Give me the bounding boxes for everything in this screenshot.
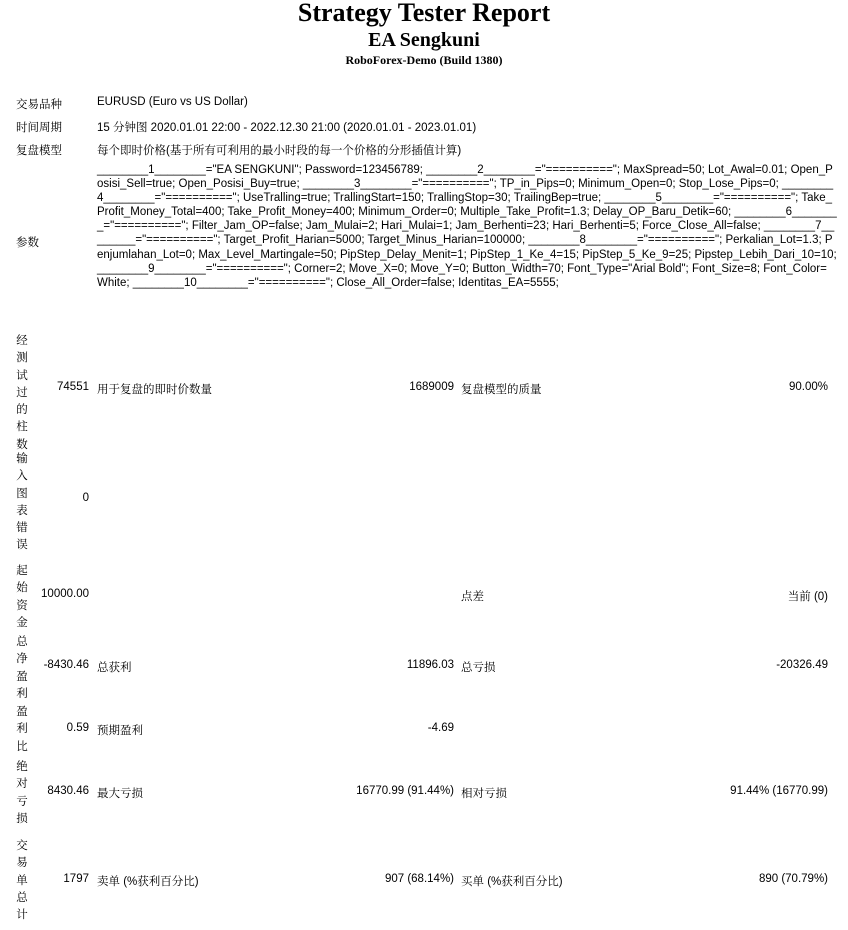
ticks-label: 用于复盘的即时价数量 bbox=[97, 384, 212, 396]
bars-value: 74551 bbox=[57, 381, 89, 393]
absolute-drawdown-label: 绝对亏损 bbox=[16, 761, 28, 825]
gross-loss-value: -20326.49 bbox=[776, 659, 828, 671]
quality-value: 90.00% bbox=[788, 381, 828, 393]
ea-name: EA Sengkuni bbox=[368, 29, 480, 51]
params-value: ________1________="EA SENGKUNI"; Password=123456789; ________2________="=========="; MaxSpread=50; Lot_Awal=0.01; Open_Posisi_Sell=true; Open_Posisi_Buy=true; ________3________="=========="; TP_in_Pips=0; Minimum_Open=0; Stop_Lose_Pips=0; ________4________="=========="; UseTralling=true; TrallingStart=150; TrallingStop=30; TrailingBep=true; ________5________="=========="; Take_Profit_Money_Total=400; Take_Profit_Money=400; Minimum_Order=0; Multiple_Take_Profit=1.3; Delay_OP_Baru_Detik=60; ________6________="=========="; Filter_Jam_OP=false; Jam_Mulai=2; Hari_Mulai=1; Jam_Berhenti=23; Hari_Berhenti=5; Force_Close_All=false; ________7________="=========="; Target_Profit_Harian=5000; Target_Minus_Harian=100000; ________8________="=========="; Perkalian_Lot=1.3; Penjumlahan_Lot=0; Max_Level_Martingale=50; PipStep_Delay_Menit=1; PipStep_1_Ke_4=15; PipStep_5_Ke_9=25; Pipstep_Lebih_Dari_10=10; ________9________="=========="; Corner=2; Move_X=0; Move_Y=0; Button_Width=70; Font_Type="Arial Bold"; Font_Size=8; Font_Color=White; ________10________="=========="; Close_All_Order=false; Identitas_EA=5555; bbox=[97, 164, 837, 289]
report-title: Strategy Tester Report bbox=[297, 0, 551, 27]
deposit-label: 起始资金 bbox=[16, 565, 28, 629]
gross-loss-label: 总亏损 bbox=[461, 662, 496, 674]
model-value: 每个即时价格(基于所有可利用的最小时段的每一个价格的分形插值计算) bbox=[97, 145, 462, 157]
errors-label: 输入图表错误 bbox=[16, 453, 28, 552]
max-drawdown-label: 最大亏损 bbox=[97, 788, 143, 800]
deposit-value: 10000.00 bbox=[41, 588, 89, 600]
spread-value: 当前 (0) bbox=[787, 591, 828, 603]
bars-label: 经测试过的柱数 bbox=[16, 335, 28, 451]
total-trades-value: 1797 bbox=[63, 873, 89, 885]
long-positions-value: 890 (70.79%) bbox=[758, 873, 828, 885]
total-trades-label: 交易单总计 bbox=[16, 840, 28, 922]
symbol-value: EURUSD (Euro vs US Dollar) bbox=[97, 96, 248, 108]
relative-drawdown-label: 相对亏损 bbox=[461, 788, 507, 800]
spread-label: 点差 bbox=[461, 591, 484, 603]
net-profit-value: -8430.46 bbox=[43, 659, 89, 671]
net-profit-label: 总净盈利 bbox=[16, 636, 28, 700]
gross-profit-label: 总获利 bbox=[97, 662, 132, 674]
period-label: 时间周期 bbox=[16, 122, 62, 134]
model-label: 复盘模型 bbox=[16, 145, 62, 157]
ticks-value: 1689009 bbox=[409, 381, 454, 393]
max-drawdown-value: 16770.99 (91.44%) bbox=[356, 785, 454, 797]
expected-payoff-value: -4.69 bbox=[427, 722, 454, 734]
build-info: RoboForex-Demo (Build 1380) bbox=[345, 53, 503, 67]
expected-payoff-label: 预期盈利 bbox=[97, 725, 143, 737]
profit-factor-label: 盈利比 bbox=[16, 706, 28, 753]
short-positions-value: 907 (68.14%) bbox=[384, 873, 454, 885]
symbol-label: 交易品种 bbox=[16, 99, 62, 111]
quality-label: 复盘模型的质量 bbox=[461, 384, 542, 396]
profit-factor-value: 0.59 bbox=[66, 722, 89, 734]
gross-profit-value: 11896.03 bbox=[406, 659, 454, 671]
params-label: 参数 bbox=[16, 237, 39, 249]
relative-drawdown-value: 91.44% (16770.99) bbox=[730, 785, 828, 797]
short-positions-label: 卖单 (%获利百分比) bbox=[97, 876, 199, 888]
period-value: 15 分钟图 2020.01.01 22:00 - 2022.12.30 21:00 (2020.01.01 - 2023.01.01) bbox=[97, 122, 477, 134]
errors-value: 0 bbox=[82, 492, 89, 504]
long-positions-label: 买单 (%获利百分比) bbox=[461, 876, 563, 888]
absolute-drawdown-value: 8430.46 bbox=[47, 785, 89, 797]
